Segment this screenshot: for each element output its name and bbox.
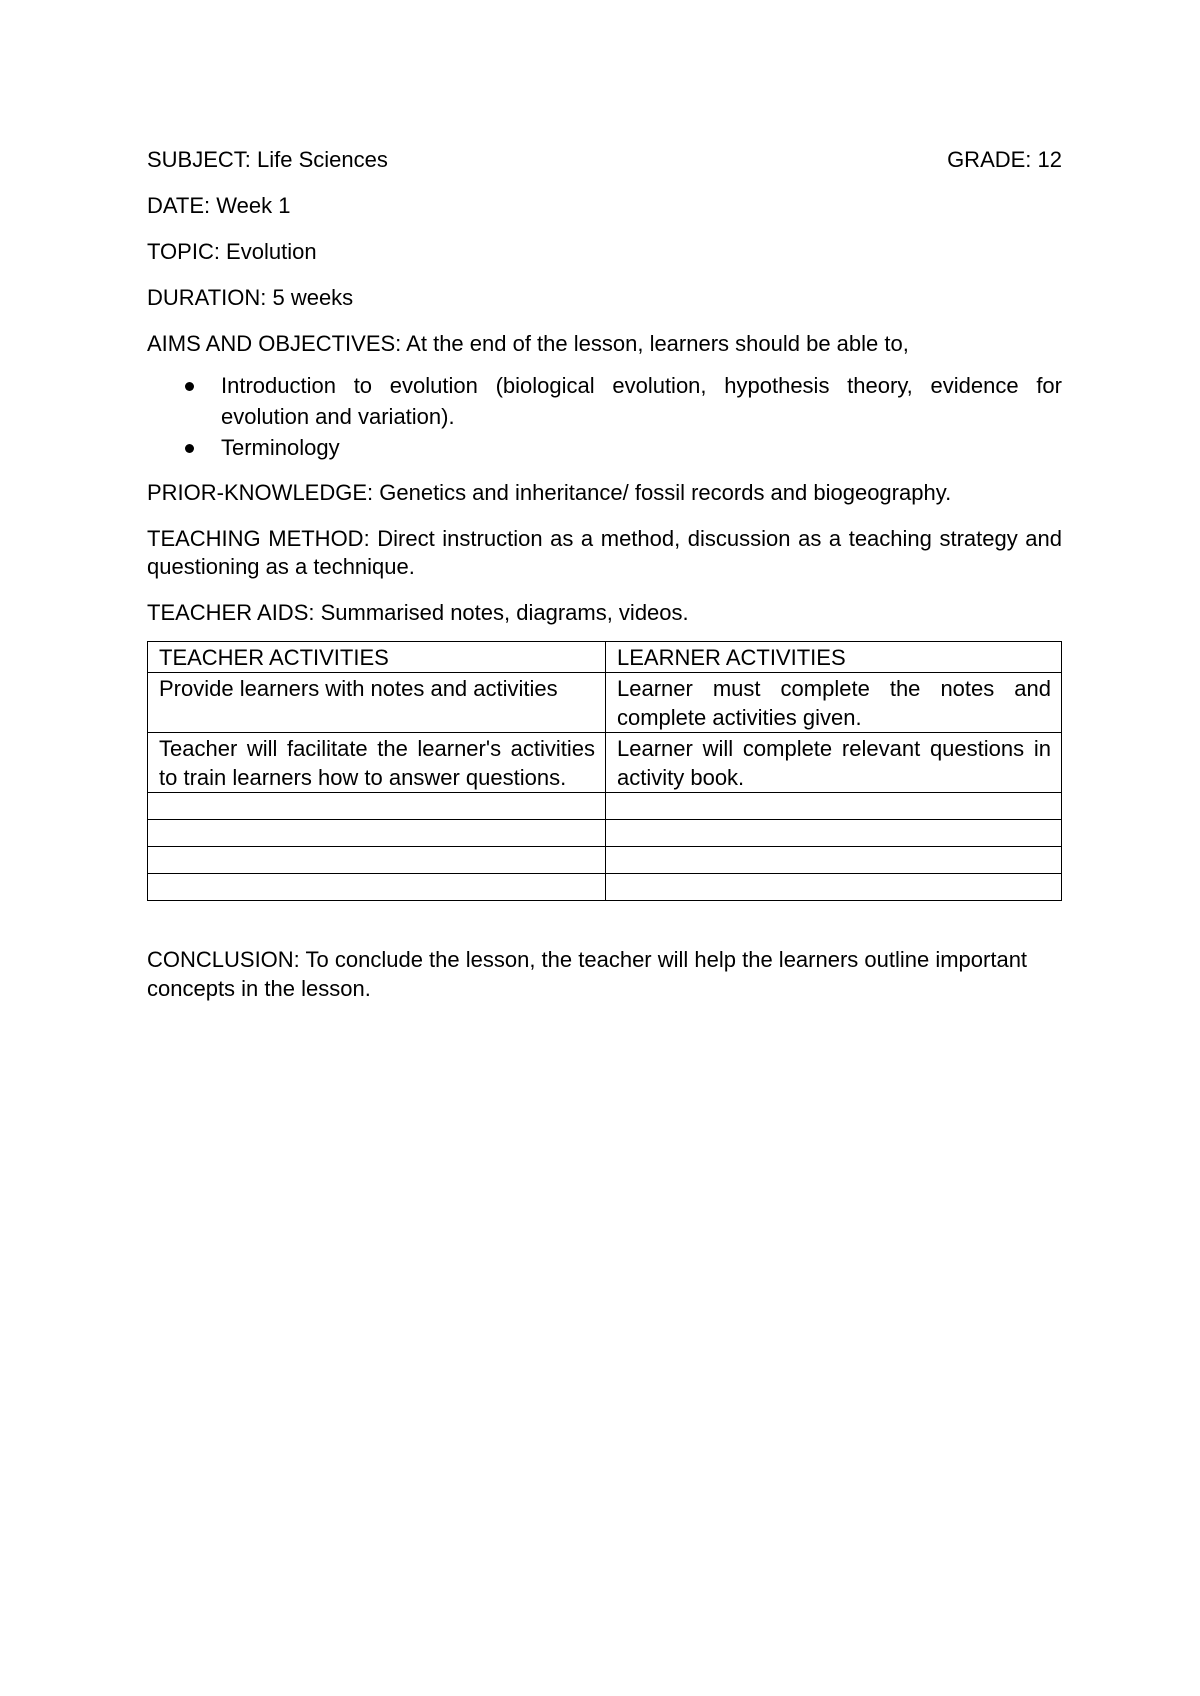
table-empty-row — [148, 874, 1062, 901]
conclusion: CONCLUSION: To conclude the lesson, the teacher will help the learners outline important concepts in the lesson. — [147, 947, 1028, 1001]
table-cell: Teacher will facilitate the learner's activities to train learners how to answer questions. — [148, 733, 606, 793]
grade-label: GRADE: 12 — [947, 147, 1062, 172]
teaching-method: TEACHING METHOD: Direct instruction as a method, discussion as a teaching strategy and questioning as a technique. — [147, 526, 1062, 579]
lesson-plan-page — [147, 146, 1062, 1003]
subject-label: SUBJECT: Life Sciences — [147, 147, 388, 172]
table-cell: Provide learners with notes and activities — [148, 673, 606, 733]
date-label: DATE: Week 1 — [147, 193, 291, 218]
table-row — [148, 673, 1062, 733]
table-empty-cell — [148, 847, 606, 874]
table-empty-row — [148, 820, 1062, 847]
topic-label: TOPIC: Evolution — [147, 239, 317, 264]
table-cell: Learner must complete the notes and complete activities given. — [606, 673, 1062, 733]
table-header-learner: LEARNER ACTIVITIES — [606, 642, 1062, 673]
table-empty-cell — [606, 847, 1062, 874]
table-empty-cell — [606, 793, 1062, 820]
teacher-aids: TEACHER AIDS: Summarised notes, diagrams, videos. — [147, 600, 689, 625]
table-header-row — [148, 642, 1062, 673]
table-row — [148, 733, 1062, 793]
table-empty-cell — [148, 874, 606, 901]
table-header-teacher: TEACHER ACTIVITIES — [148, 642, 606, 673]
aims-list-item: Introduction to evolution (biological evolution, hypothesis theory, evidence for evolution and variation). — [221, 370, 1062, 432]
table-cell: Learner will complete relevant questions in activity book. — [606, 733, 1062, 793]
prior-knowledge: PRIOR-KNOWLEDGE: Genetics and inheritance/ fossil records and biogeography. — [147, 480, 952, 505]
aims-list — [147, 370, 1062, 463]
table-empty-cell — [606, 874, 1062, 901]
aims-heading: AIMS AND OBJECTIVES: At the end of the lesson, learners should be able to, — [147, 331, 909, 356]
aims-list-item: Terminology — [221, 432, 1062, 463]
table-empty-cell — [148, 820, 606, 847]
subject-grade-row — [147, 146, 1062, 174]
table-empty-row — [148, 847, 1062, 874]
table-empty-cell — [148, 793, 606, 820]
duration-label: DURATION: 5 weeks — [147, 285, 354, 310]
table-empty-cell — [606, 820, 1062, 847]
table-empty-row — [148, 793, 1062, 820]
activities-table — [147, 641, 1062, 901]
